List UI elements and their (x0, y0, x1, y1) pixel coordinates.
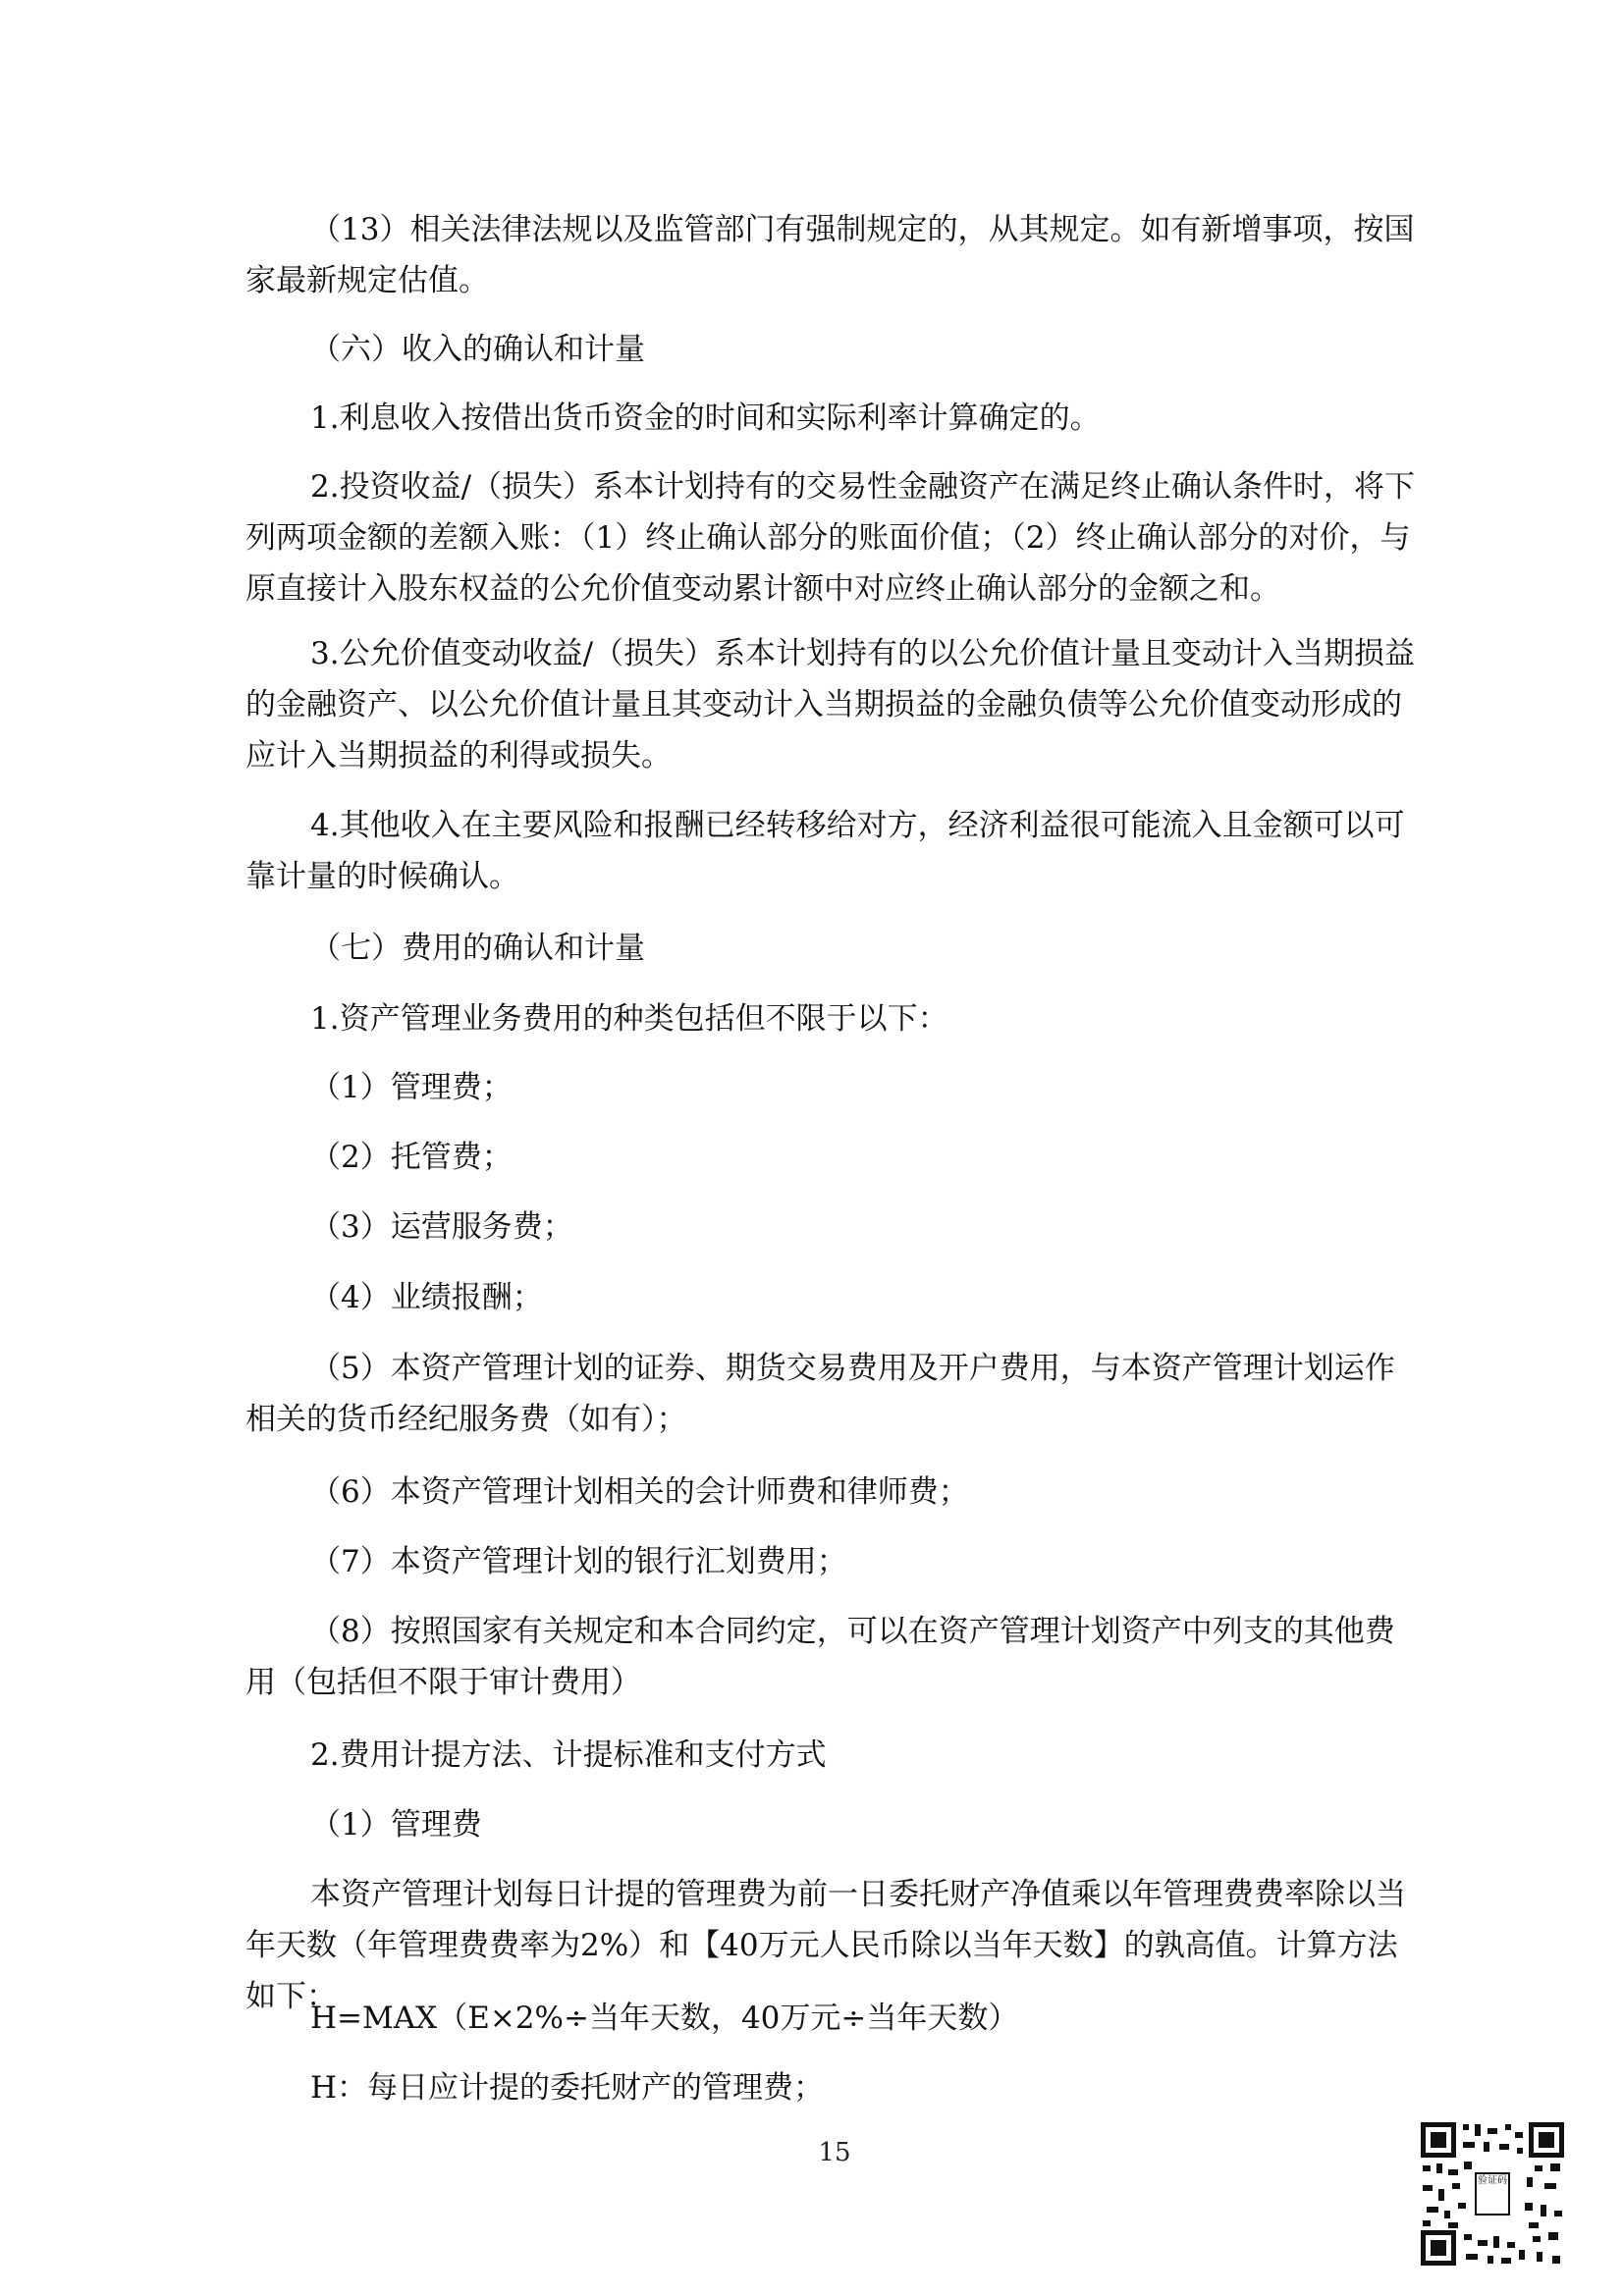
heading-expense: （七）费用的确认和计量 (310, 931, 645, 966)
heading-revenue: （六）收入的确认和计量 (310, 332, 645, 367)
list-item-4: （4）业绩报酬； (310, 1280, 543, 1315)
paragraph-revenue-4: 4.其他收入在主要风险和报酬已经转移给对方，经济利益很可能流入且金额可以可靠计量的时候确认。 (245, 808, 1405, 894)
list-item-7: （7）本资产管理计划的银行汇划费用； (310, 1544, 847, 1579)
heading-management-fee: （1）管理费 (310, 1807, 482, 1842)
formula-line: H=MAX（E×2%÷当年天数，40万元÷当年天数） (310, 2001, 1019, 2036)
list-item-6: （6）本资产管理计划相关的会计师费和律师费； (310, 1474, 969, 1510)
paragraph-revenue-3: 3.公允价值变动收益/（损失）系本计划持有的以公允价值计量且变动计入当期损益的金融资产、以公允价值计量且其变动计入当期损益的金融负债等公允价值变动形成的应计入当期损益的利得或损失。 (245, 636, 1416, 774)
formula-definition: H：每日应计提的委托财产的管理费； (310, 2070, 825, 2106)
list-item-3: （3）运营服务费； (310, 1209, 573, 1245)
paragraph-expense-2: 2.费用计提方法、计提标准和支付方式 (310, 1737, 827, 1773)
paragraph-13: （13）相关法律法规以及监管部门有强制规定的，从其规定。如有新增事项，按国家最新规定估值。 (245, 212, 1415, 298)
paragraph-expense-1: 1.资产管理业务费用的种类包括但不限于以下： (310, 1001, 948, 1037)
paragraph-revenue-2: 2.投资收益/（损失）系本计划持有的交易性金融资产在满足终止确认条件时，将下列两项金额的差额入账：（1）终止确认部分的账面价值；（2）终止确认部分的对价，与原直接计入股东权益的公允价值变动累计额中对应终止确认部分的金额之和。 (245, 469, 1416, 607)
list-item-8: （8）按照国家有关规定和本合同约定，可以在资产管理计划资产中列支的其他费用（包括但不限于审计费用） (245, 1614, 1395, 1700)
paragraph-revenue-1: 1.利息收入按借出货币资金的时间和实际利率计算确定的。 (310, 400, 1101, 436)
paragraph-management-fee: 本资产管理计划每日计提的管理费为前一日委托财产净值乘以年管理费费率除以当年天数（年管理费费率为2%）和【40万元人民币除以当年天数】的孰高值。计算方法如下： (245, 1877, 1406, 2014)
list-item-5: （5）本资产管理计划的证券、期货交易费用及开户费用，与本资产管理计划运作相关的货币经纪服务费（如有）； (245, 1351, 1395, 1437)
list-item-2: （2）托管费； (310, 1140, 513, 1175)
qr-code-icon (1419, 2120, 1566, 2268)
qr-center-label: 验证码 (1478, 2175, 1507, 2186)
page-number: 15 (818, 2138, 851, 2167)
list-item-1: （1）管理费； (310, 1070, 513, 1105)
